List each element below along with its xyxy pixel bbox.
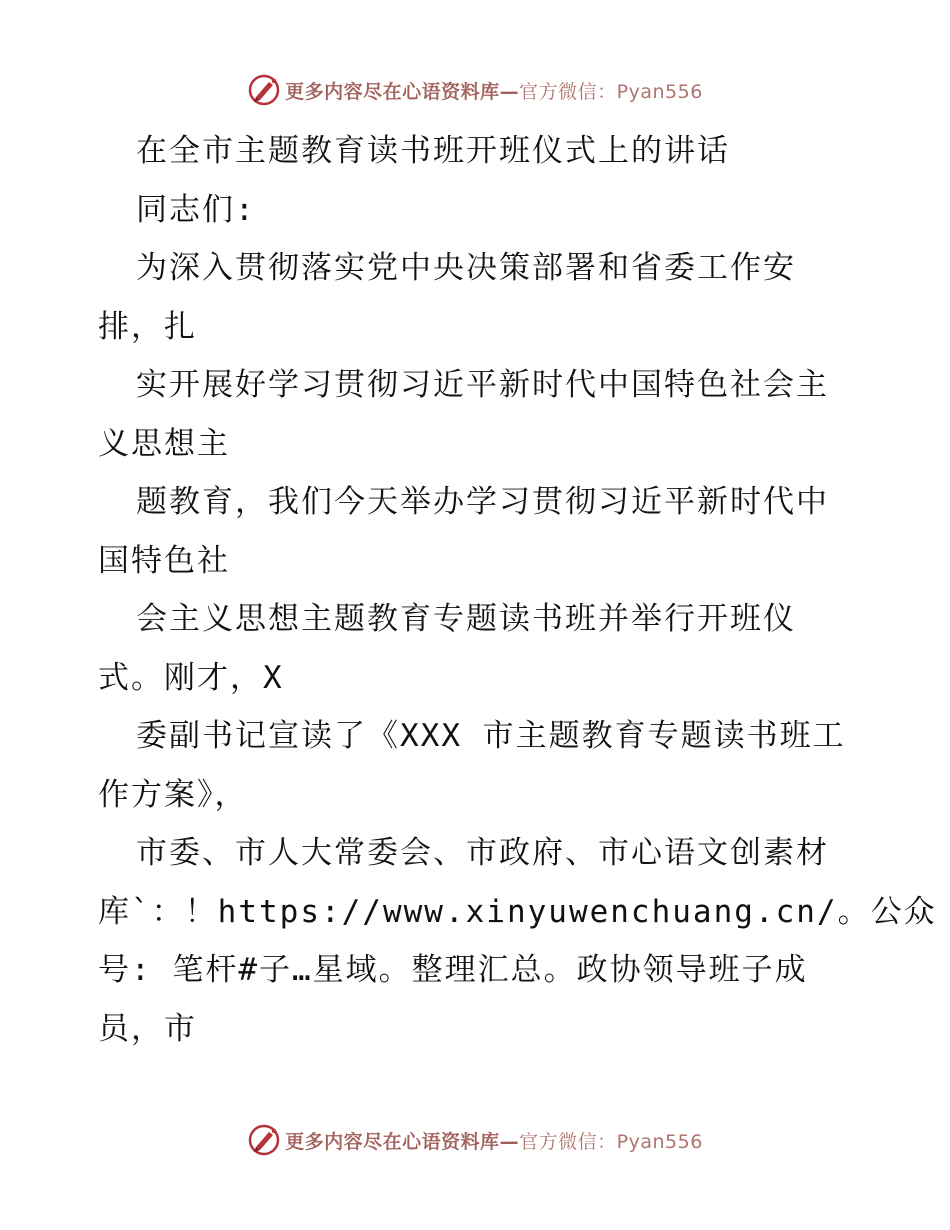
text-line: 式。刚才，X — [98, 659, 284, 696]
text-line: 题教育，我们今天举办学习贯彻习近平新时代中 — [136, 484, 829, 520]
text-line: 在全市主题教育读书班开班仪式上的讲话 — [136, 133, 730, 169]
text-line: 义思想主 — [98, 425, 230, 462]
footer-banner-inner — [247, 1123, 703, 1157]
header-banner-text-main: 更多内容尽在心语资料库— — [285, 80, 520, 103]
text-line: 作方案》， — [98, 776, 248, 813]
text-line: 实开展好学习贯彻习近平新时代中国特色社会主 — [136, 367, 829, 403]
footer-banner-text — [285, 1127, 703, 1154]
header-banner-text — [285, 77, 703, 104]
text-line: 员，市 — [98, 1010, 197, 1047]
footer-banner-text-main: 更多内容尽在心语资料库— — [285, 1130, 520, 1153]
pen-logo-icon — [247, 73, 281, 107]
document-body — [98, 122, 937, 1058]
text-line: 同志们: — [136, 191, 256, 228]
header-banner-inner — [247, 73, 703, 107]
text-line: 国特色社 — [98, 542, 230, 579]
text-line: 号: 笔杆#子…星域。整理汇总。政协领导班子成 — [98, 952, 808, 988]
text-line: 排，扎 — [98, 308, 197, 345]
footer-banner — [0, 1120, 950, 1160]
pen-logo-icon — [247, 1123, 281, 1157]
header-banner — [0, 70, 950, 110]
footer-banner-text-rest: 官方微信：Pyan556 — [519, 1130, 703, 1153]
text-line: 为深入贯彻落实党中央决策部署和省委工作安 — [136, 250, 796, 286]
text-line: 委副书记宣读了《XXX 市主题教育专题读书班工 — [136, 718, 846, 754]
text-line: 会主义思想主题教育专题读书班并举行开班仪 — [136, 601, 796, 637]
text-line: 库`：！https://www.xinyuwenchuang.cn/。公众 — [98, 893, 937, 930]
text-line: 市委、市人大常委会、市政府、市心语文创素材 — [136, 835, 829, 871]
header-banner-text-rest: 官方微信：Pyan556 — [519, 80, 703, 103]
